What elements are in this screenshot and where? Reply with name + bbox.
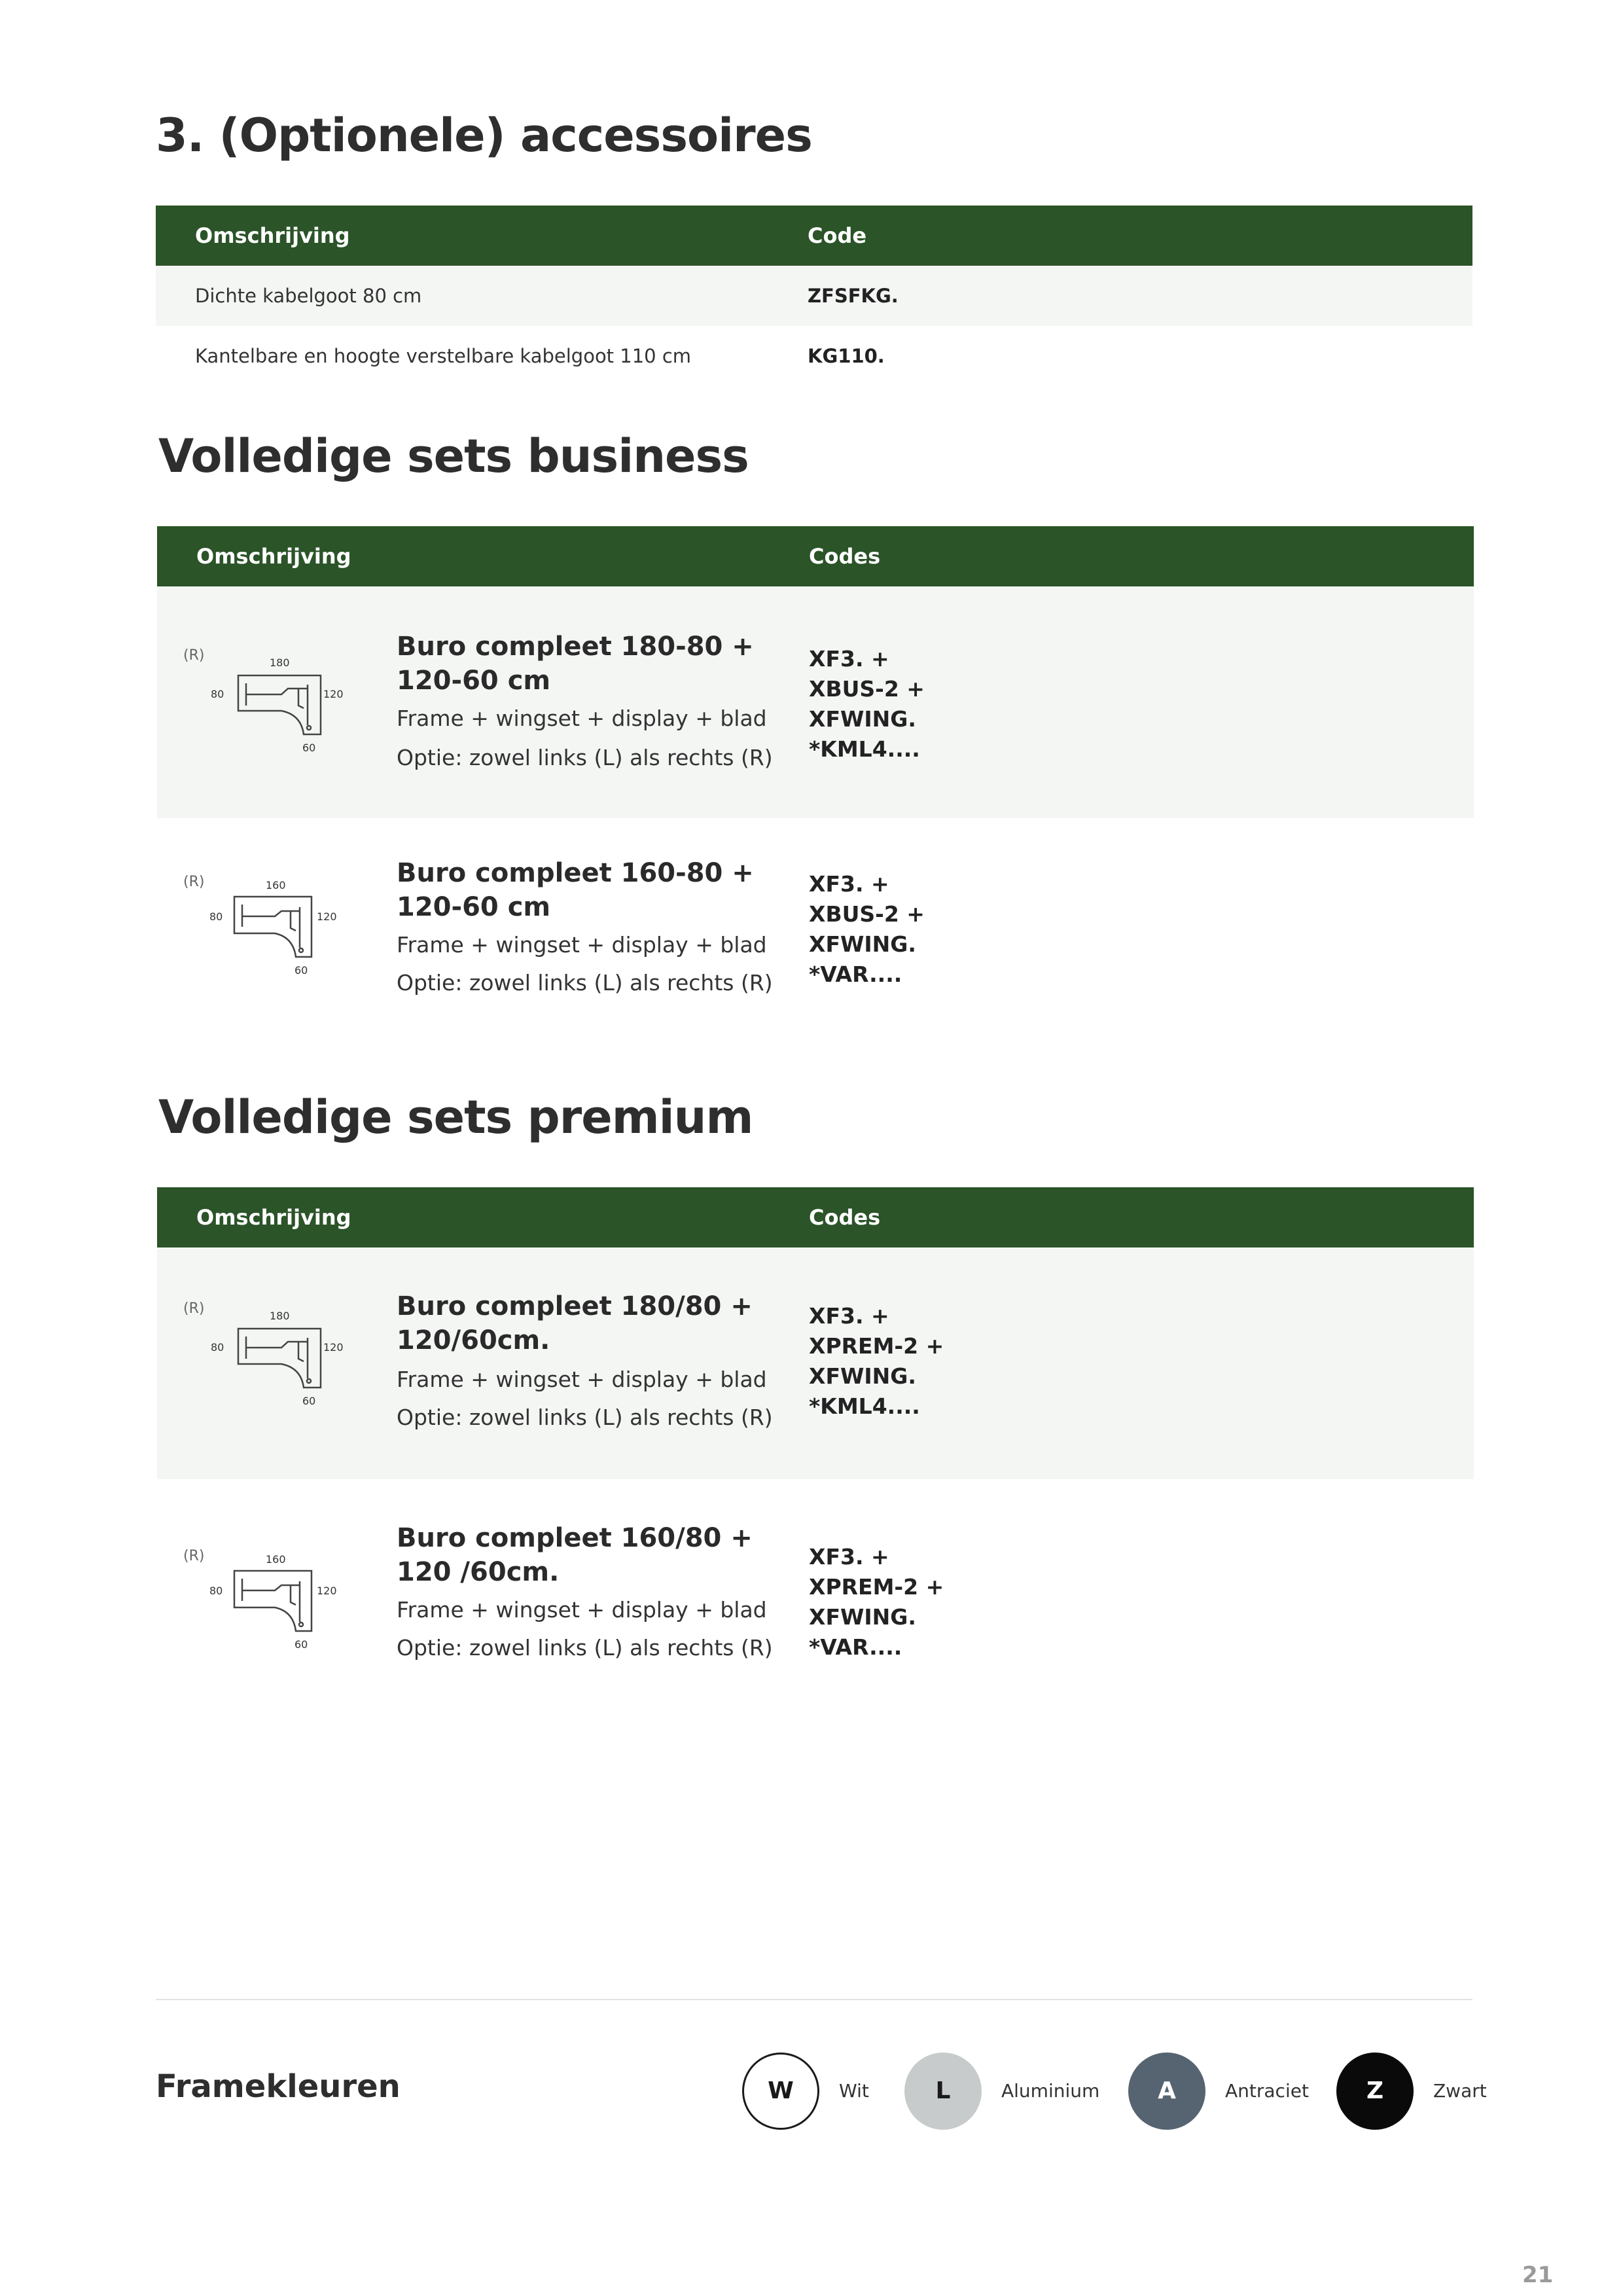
table-row: [156, 266, 1472, 326]
header-omschrijving: Omschrijving: [195, 223, 350, 248]
svg-text:80: 80: [209, 1585, 223, 1597]
code-line: *VAR....: [809, 961, 902, 987]
code-line: *KML4....: [809, 1393, 920, 1419]
header-codes: Codes: [809, 1205, 881, 1230]
product-line-2: Optie: zowel links (L) als rechts (R): [397, 1405, 773, 1430]
code-line: XF3. +: [809, 871, 889, 897]
row-code: KG110.: [808, 345, 885, 367]
accessories-table: [156, 206, 1472, 386]
section-title-business: Volledige sets business: [158, 429, 749, 483]
product-title: Buro compleet 160/80 + 120 /60cm.: [397, 1523, 753, 1587]
color-swatch-antraciet: A: [1128, 2053, 1205, 2130]
svg-text:160: 160: [266, 879, 286, 891]
product-codes: [809, 869, 925, 990]
code-line: *VAR....: [809, 1634, 902, 1660]
code-line: XFWING.: [809, 706, 916, 732]
code-line: XF3. +: [809, 646, 889, 672]
svg-text:120: 120: [323, 688, 344, 700]
svg-text:180: 180: [270, 1310, 290, 1322]
code-line: XF3. +: [809, 1544, 889, 1570]
svg-text:120: 120: [323, 1341, 344, 1354]
section-title-premium: Volledige sets premium: [158, 1090, 753, 1144]
code-line: XF3. +: [809, 1303, 889, 1329]
color-swatch-aluminium: L: [904, 2053, 982, 2130]
page-number: 21: [1522, 2262, 1554, 2288]
color-label-aluminium: Aluminium: [1001, 2080, 1100, 2102]
svg-text:180: 180: [270, 656, 290, 669]
product-title: Buro compleet 180/80 + 120/60cm.: [397, 1291, 753, 1355]
code-line: XFWING.: [809, 1363, 916, 1389]
table-header: [157, 1187, 1474, 1247]
code-line: XFWING.: [809, 1604, 916, 1630]
code-line: XBUS-2 +: [809, 901, 925, 927]
framekleuren-title: Framekleuren: [156, 2068, 401, 2105]
table-header: [156, 206, 1472, 266]
color-swatch-zwart: Z: [1336, 2053, 1414, 2130]
product-row: [157, 1479, 1474, 1702]
desk-plan-diagram: [183, 1543, 340, 1661]
svg-text:80: 80: [211, 688, 224, 700]
svg-text:60: 60: [302, 742, 316, 754]
svg-text:80: 80: [211, 1341, 224, 1354]
code-line: *KML4....: [809, 736, 920, 762]
business-sets-table: [157, 526, 1474, 1041]
plan-side-label: (R): [183, 1548, 205, 1564]
product-line-2: Optie: zowel links (L) als rechts (R): [397, 745, 773, 770]
svg-text:60: 60: [302, 1395, 316, 1407]
svg-text:160: 160: [266, 1553, 286, 1566]
svg-text:80: 80: [209, 910, 223, 923]
color-label-zwart: Zwart: [1433, 2080, 1487, 2102]
table-row: [156, 326, 1472, 386]
header-omschrijving: Omschrijving: [196, 1205, 351, 1230]
plan-side-label: (R): [183, 1300, 205, 1317]
desk-plan-diagram: [183, 1296, 344, 1414]
color-label-antraciet: Antraciet: [1225, 2080, 1309, 2102]
header-omschrijving: Omschrijving: [196, 544, 351, 569]
color-swatch-wit: W: [742, 2053, 819, 2130]
section-title-accessoires: 3. (Optionele) accessoires: [156, 109, 812, 162]
product-row: [157, 1247, 1474, 1479]
header-code: Code: [808, 223, 867, 248]
product-title: Buro compleet 160-80 + 120-60 cm: [397, 858, 754, 922]
product-line-2: Optie: zowel links (L) als rechts (R): [397, 1635, 773, 1660]
svg-text:120: 120: [317, 910, 337, 923]
svg-text:120: 120: [317, 1585, 337, 1597]
product-line-1: Frame + wingset + display + blad: [397, 932, 767, 958]
product-line-2: Optie: zowel links (L) als rechts (R): [397, 970, 773, 996]
product-row: [157, 586, 1474, 818]
product-line-1: Frame + wingset + display + blad: [397, 1597, 767, 1623]
header-codes: Codes: [809, 544, 881, 569]
plan-side-label: (R): [183, 647, 205, 664]
code-line: XPREM-2 +: [809, 1333, 944, 1359]
svg-text:60: 60: [294, 1638, 308, 1651]
code-line: XPREM-2 +: [809, 1574, 944, 1600]
product-row: [157, 818, 1474, 1041]
code-line: XBUS-2 +: [809, 676, 925, 702]
svg-text:60: 60: [294, 964, 308, 977]
desk-plan-diagram: [183, 869, 340, 987]
footer-divider: [156, 1999, 1472, 2000]
product-codes: [809, 1301, 944, 1422]
product-codes: [809, 1542, 944, 1662]
row-description: Kantelbare en hoogte verstelbare kabelgoot 110 cm: [195, 345, 692, 367]
color-label-wit: Wit: [839, 2080, 869, 2102]
row-code: ZFSFKG.: [808, 285, 899, 307]
product-line-1: Frame + wingset + display + blad: [397, 706, 767, 731]
product-codes: [809, 644, 925, 764]
row-description: Dichte kabelgoot 80 cm: [195, 285, 422, 307]
plan-side-label: (R): [183, 874, 205, 890]
product-title: Buro compleet 180-80 + 120-60 cm: [397, 632, 754, 696]
product-line-1: Frame + wingset + display + blad: [397, 1367, 767, 1392]
premium-sets-table: [157, 1187, 1474, 1702]
table-header: [157, 526, 1474, 586]
code-line: XFWING.: [809, 931, 916, 957]
desk-plan-diagram: [183, 643, 344, 761]
